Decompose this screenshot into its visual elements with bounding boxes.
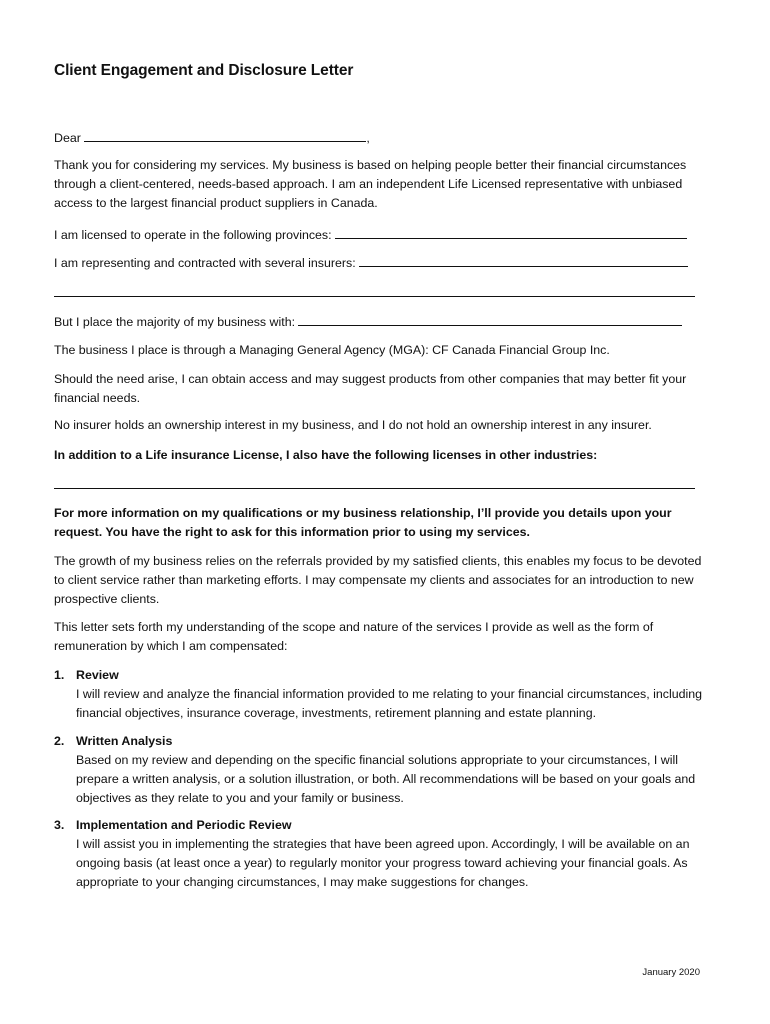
- insurers-line: [54, 253, 704, 273]
- majority-line: [54, 312, 704, 332]
- salutation-line: [54, 128, 704, 148]
- other-licenses-heading: In addition to a Life insurance License, I also have the following licenses in other industries:: [54, 448, 598, 462]
- service-number: 2.: [54, 734, 65, 748]
- dear-label: Dear: [54, 131, 81, 145]
- growth-paragraph: The growth of my business relies on the referrals provided by my satisfied clients, this enables my focus to be devoted to client service rather than marketing efforts. I may compensate my clients and associates for an introduction to new prospective clients.: [54, 554, 702, 606]
- other-licenses-field[interactable]: [54, 488, 695, 489]
- service-number: 1.: [54, 668, 65, 682]
- mga-paragraph: The business I place is through a Managing General Agency (MGA): CF Canada Financial Group Inc.: [54, 343, 610, 357]
- page-title: Client Engagement and Disclosure Letter: [54, 62, 354, 79]
- dear-suffix: ,: [366, 131, 370, 145]
- more-info-paragraph: For more information on my qualifications or my business relationship, I’ll provide you details upon your request. You have the right to ask for this information prior to using my services.: [54, 506, 672, 539]
- insurers-field[interactable]: [359, 253, 688, 267]
- insurers-field-continued[interactable]: [54, 296, 695, 297]
- footer-date: January 2020: [642, 967, 700, 978]
- service-description: I will review and analyze the financial information provided to me relating to your financial circumstances, including financial objectives, insurance coverage, investments, retirement planning and estate planning.: [76, 687, 703, 720]
- service-description: Based on my review and depending on the specific financial solutions appropriate to your circumstances, I will prepare a written analysis, or a solution illustration, or both. All recommendations will be based on your goals and objectives as they relate to you and your family or business.: [76, 753, 696, 805]
- service-heading: Review: [76, 668, 119, 682]
- scope-paragraph: This letter sets forth my understanding of the scope and nature of the services I provide as well as the form of remuneration by which I am compensated:: [54, 620, 654, 653]
- need-arise-paragraph: Should the need arise, I can obtain access and may suggest products from other companies that may better fit your financial needs.: [54, 372, 687, 405]
- provinces-field[interactable]: [335, 225, 687, 239]
- ownership-paragraph: No insurer holds an ownership interest in my business, and I do not hold an ownership interest in any insurer.: [54, 418, 652, 432]
- service-heading: Implementation and Periodic Review: [76, 818, 292, 832]
- provinces-line: [54, 225, 704, 245]
- recipient-name-field[interactable]: [84, 128, 366, 142]
- provinces-label: I am licensed to operate in the following provinces:: [54, 228, 332, 242]
- service-description: I will assist you in implementing the strategies that have been agreed upon. Accordingly, I will be available on an ongoing basis (at least once a year) to regularly monitor your progress toward achieving your financial goals. As appropriate to your changing circumstances, I may make suggestions for changes.: [76, 837, 690, 889]
- service-heading: Written Analysis: [76, 734, 173, 748]
- majority-insurer-field[interactable]: [298, 312, 682, 326]
- majority-label: But I place the majority of my business with:: [54, 315, 296, 329]
- insurers-label: I am representing and contracted with several insurers:: [54, 256, 356, 270]
- service-number: 3.: [54, 818, 65, 832]
- intro-paragraph: Thank you for considering my services. My business is based on helping people better their financial circumstances through a client-centered, needs-based approach. I am an independent Life Licensed representative with unbiased access to the largest financial product suppliers in Canada.: [54, 158, 687, 210]
